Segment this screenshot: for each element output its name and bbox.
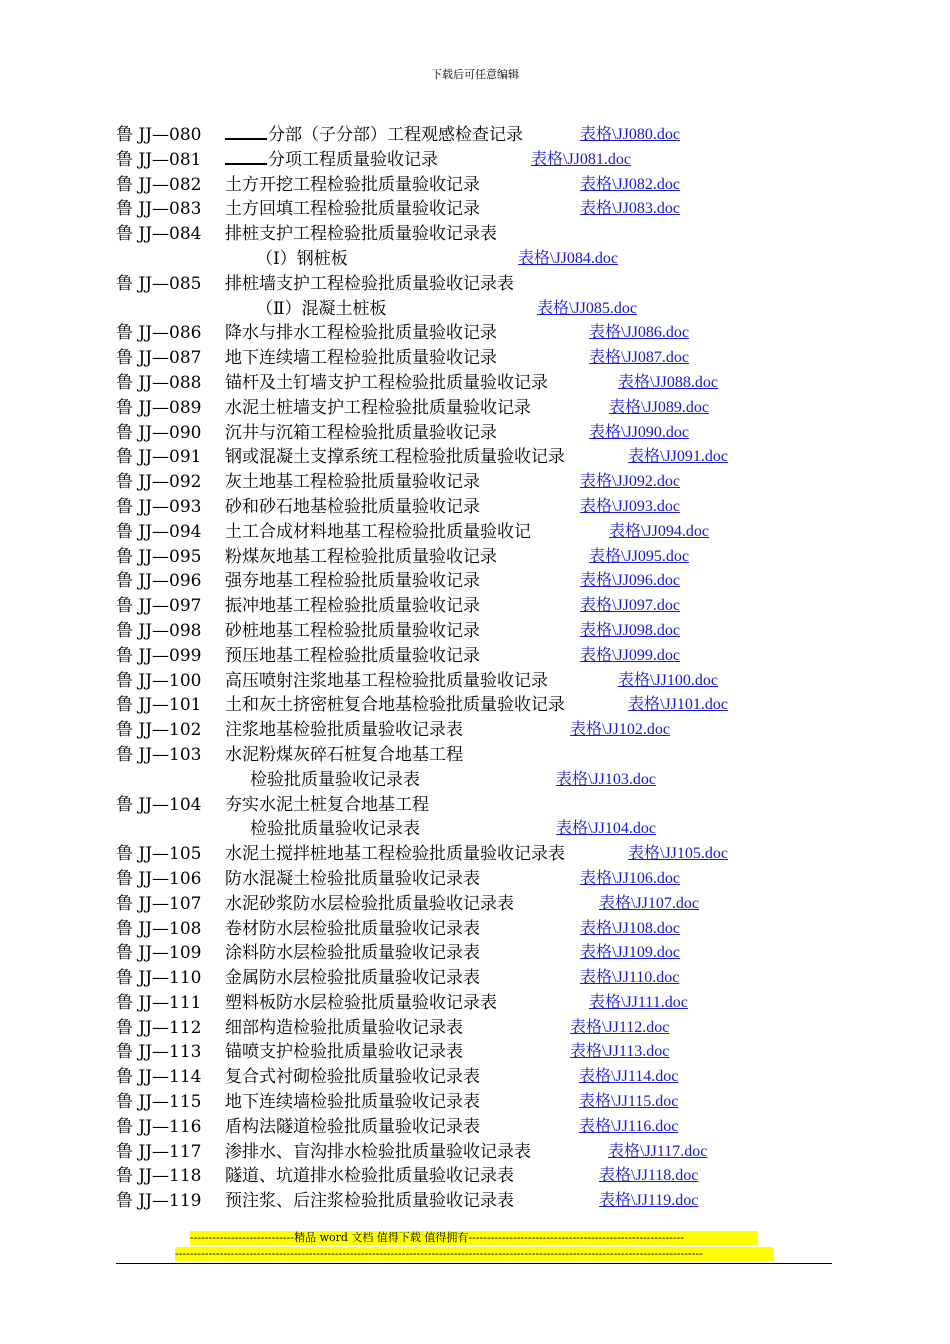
doc-link[interactable]: 表格\JJ115.doc — [579, 1093, 679, 1111]
item-code: 鲁 JJ—089 — [116, 397, 202, 418]
list-item — [116, 297, 876, 322]
item-title — [225, 693, 565, 718]
doc-link[interactable]: 表格\JJ082.doc — [580, 175, 681, 193]
footer-dashes: ---------------------------------------------------------------------------------------------------------------------------------------------- — [175, 1247, 773, 1261]
doc-link[interactable]: 表格\JJ085.doc — [537, 299, 638, 317]
footer-banner: ----------------------------精品 word 文档 值得下载 值得拥有---------------------------------------------------------- — [190, 1231, 758, 1245]
doc-link[interactable]: 表格\JJ106.doc — [580, 869, 681, 887]
item-title — [225, 396, 531, 421]
list-item — [116, 545, 876, 570]
item-title-text: 排桩墙支护工程检验批质量验收记录表 — [225, 273, 514, 294]
item-title — [256, 297, 387, 322]
item-title — [225, 867, 480, 892]
item-title-text: 降水与排水工程检验批质量验收记录 — [225, 323, 497, 344]
item-title-text: （Ⅰ）钢桩板 — [256, 248, 348, 269]
doc-link[interactable]: 表格\JJ113.doc — [570, 1043, 670, 1061]
item-title-text: 涂料防水层检验批质量验收记录表 — [225, 943, 480, 964]
item-code: 鲁 JJ—099 — [116, 645, 202, 666]
item-title — [225, 470, 480, 495]
doc-link[interactable]: 表格\JJ103.doc — [556, 770, 657, 788]
item-title-text: （Ⅱ）混凝土桩板 — [256, 298, 387, 319]
doc-link[interactable]: 表格\JJ108.doc — [580, 919, 681, 937]
list-item — [116, 445, 876, 470]
list-item — [116, 495, 876, 520]
doc-link[interactable]: 表格\JJ083.doc — [580, 200, 681, 218]
item-title-text: 注浆地基检验批质量验收记录表 — [225, 720, 463, 741]
document-index-list — [116, 123, 876, 1214]
list-item — [116, 842, 876, 867]
item-code: 鲁 JJ—105 — [116, 844, 202, 865]
item-title — [225, 842, 565, 867]
item-title — [225, 520, 531, 545]
doc-link[interactable]: 表格\JJ091.doc — [628, 448, 729, 466]
item-title-text: 粉煤灰地基工程检验批质量验收记录 — [225, 546, 497, 567]
item-title-text: 细部构造检验批质量验收记录表 — [225, 1017, 463, 1038]
item-title-text: 地下连续墙检验批质量验收记录表 — [225, 1092, 480, 1113]
doc-link[interactable]: 表格\JJ088.doc — [618, 373, 719, 391]
item-title-text: 灰土地基工程检验批质量验收记录 — [225, 472, 480, 493]
list-item — [116, 247, 876, 272]
item-code: 鲁 JJ—088 — [116, 372, 202, 393]
doc-link[interactable]: 表格\JJ100.doc — [618, 671, 719, 689]
doc-link[interactable]: 表格\JJ087.doc — [589, 349, 690, 367]
list-item — [116, 619, 876, 644]
item-title-text: 塑料板防水层检验批质量验收记录表 — [225, 992, 497, 1013]
item-title — [225, 197, 480, 222]
doc-link[interactable]: 表格\JJ092.doc — [580, 473, 681, 491]
list-item — [116, 148, 876, 173]
item-title — [225, 1090, 480, 1115]
list-item — [116, 396, 876, 421]
item-title — [225, 1040, 463, 1065]
item-title — [256, 247, 348, 272]
list-item — [116, 272, 876, 297]
doc-link[interactable]: 表格\JJ089.doc — [609, 398, 710, 416]
item-title-text: 盾构法隧道检验批质量验收记录表 — [225, 1116, 480, 1137]
list-item — [116, 718, 876, 743]
item-title-text: 土方开挖工程检验批质量验收记录 — [225, 174, 480, 195]
item-title — [225, 669, 548, 694]
item-title — [225, 1016, 463, 1041]
item-code: 鲁 JJ—084 — [116, 224, 202, 245]
item-title — [225, 793, 429, 818]
item-code: 鲁 JJ—082 — [116, 174, 202, 195]
list-item — [116, 1115, 876, 1140]
item-title-text: 砂桩地基工程检验批质量验收记录 — [225, 620, 480, 641]
item-code: 鲁 JJ—114 — [116, 1067, 202, 1088]
list-item — [116, 1040, 876, 1065]
item-code: 鲁 JJ—085 — [116, 273, 202, 294]
list-item — [116, 644, 876, 669]
doc-link[interactable]: 表格\JJ109.doc — [580, 944, 681, 962]
list-item — [116, 991, 876, 1016]
item-title — [225, 1189, 514, 1214]
doc-link[interactable]: 表格\JJ095.doc — [589, 547, 690, 565]
footer-rule — [116, 1263, 832, 1264]
list-item — [116, 470, 876, 495]
doc-link[interactable]: 表格\JJ112.doc — [570, 1018, 670, 1036]
item-title-text: 卷材防水层检验批质量验收记录表 — [225, 918, 480, 939]
doc-link[interactable]: 表格\JJ114.doc — [579, 1068, 679, 1086]
item-title — [225, 123, 523, 148]
item-title-text: 水泥土搅拌桩地基工程检验批质量验收记录表 — [225, 844, 565, 865]
item-title-text: 预注浆、后注浆检验批质量验收记录表 — [225, 1191, 514, 1212]
list-item — [116, 1164, 876, 1189]
item-title — [225, 892, 514, 917]
item-title — [225, 718, 463, 743]
item-title — [225, 371, 548, 396]
item-title-text: 沉井与沉箱工程检验批质量验收记录 — [225, 422, 497, 443]
item-code: 鲁 JJ—109 — [116, 943, 202, 964]
item-code: 鲁 JJ—108 — [116, 918, 202, 939]
list-item — [116, 520, 876, 545]
doc-link[interactable]: 表格\JJ096.doc — [580, 572, 681, 590]
doc-link[interactable]: 表格\JJ099.doc — [580, 646, 681, 664]
item-title-text: 分部（子分部）工程观感检查记录 — [268, 125, 523, 145]
item-code: 鲁 JJ—097 — [116, 596, 202, 617]
item-title-text: 土和灰土挤密桩复合地基检验批质量验收记录 — [225, 695, 565, 716]
item-title-text: 水泥土桩墙支护工程检验批质量验收记录 — [225, 397, 531, 418]
item-code: 鲁 JJ—102 — [116, 720, 202, 741]
item-title — [225, 991, 497, 1016]
list-item — [116, 1016, 876, 1041]
list-item — [116, 1140, 876, 1165]
item-title — [225, 1140, 531, 1165]
item-code: 鲁 JJ—119 — [116, 1191, 202, 1212]
item-code: 鲁 JJ—080 — [116, 125, 202, 145]
item-title — [225, 619, 480, 644]
item-title-text: 水泥砂浆防水层检验批质量验收记录表 — [225, 893, 514, 914]
item-title-text: 防水混凝土检验批质量验收记录表 — [225, 868, 480, 889]
list-item — [116, 966, 876, 991]
doc-link[interactable]: 表格\JJ111.doc — [589, 993, 688, 1011]
item-code: 鲁 JJ—092 — [116, 472, 202, 493]
item-title-text: 隧道、坑道排水检验批质量验收记录表 — [225, 1166, 514, 1187]
item-title-text: 检验批质量验收记录表 — [250, 819, 420, 840]
item-title — [225, 545, 497, 570]
item-title — [225, 1115, 480, 1140]
doc-link[interactable]: 表格\JJ105.doc — [628, 845, 729, 863]
doc-link[interactable]: 表格\JJ119.doc — [599, 1192, 699, 1210]
list-item — [116, 173, 876, 198]
list-item — [116, 197, 876, 222]
doc-link[interactable]: 表格\JJ093.doc — [580, 497, 681, 515]
item-title-text: 检验批质量验收记录表 — [250, 769, 420, 790]
doc-link[interactable]: 表格\JJ084.doc — [518, 249, 619, 267]
doc-link[interactable]: 表格\JJ104.doc — [556, 820, 657, 838]
item-title — [225, 421, 497, 446]
item-title — [225, 569, 480, 594]
doc-link[interactable]: 表格\JJ094.doc — [609, 522, 710, 540]
list-item — [116, 768, 876, 793]
list-item — [116, 892, 876, 917]
item-title — [225, 222, 497, 247]
doc-link[interactable]: 表格\JJ107.doc — [599, 894, 700, 912]
item-title — [225, 594, 480, 619]
doc-link[interactable]: 表格\JJ102.doc — [570, 721, 671, 739]
item-code: 鲁 JJ—094 — [116, 521, 202, 542]
item-code: 鲁 JJ—116 — [116, 1116, 202, 1137]
list-item — [116, 421, 876, 446]
list-item — [116, 123, 876, 148]
item-code: 鲁 JJ—101 — [116, 695, 202, 716]
item-title — [225, 321, 497, 346]
item-code: 鲁 JJ—091 — [116, 447, 202, 468]
item-code: 鲁 JJ—081 — [116, 149, 202, 170]
list-item — [116, 371, 876, 396]
doc-link[interactable]: 表格\JJ081.doc — [531, 150, 632, 168]
item-code: 鲁 JJ—111 — [116, 992, 202, 1013]
item-code: 鲁 JJ—093 — [116, 496, 202, 517]
item-code: 鲁 JJ—106 — [116, 868, 202, 889]
list-item — [116, 941, 876, 966]
item-code: 鲁 JJ—083 — [116, 199, 202, 220]
list-item — [116, 867, 876, 892]
list-item — [116, 569, 876, 594]
fill-in-blank — [225, 149, 267, 165]
list-item — [116, 817, 876, 842]
item-code: 鲁 JJ—118 — [116, 1166, 202, 1187]
item-title — [225, 148, 438, 173]
item-title-text: 复合式衬砌检验批质量验收记录表 — [225, 1067, 480, 1088]
item-title — [225, 1065, 480, 1090]
list-item — [116, 693, 876, 718]
item-title-text: 强夯地基工程检验批质量验收记录 — [225, 571, 480, 592]
item-code: 鲁 JJ—098 — [116, 620, 202, 641]
item-title-text: 预压地基工程检验批质量验收记录 — [225, 645, 480, 666]
list-item — [116, 743, 876, 768]
list-item — [116, 917, 876, 942]
doc-link[interactable]: 表格\JJ098.doc — [580, 621, 681, 639]
item-title — [225, 495, 480, 520]
item-title-text: 金属防水层检验批质量验收记录表 — [225, 968, 480, 989]
item-title-text: 振冲地基工程检验批质量验收记录 — [225, 596, 480, 617]
doc-link[interactable]: 表格\JJ090.doc — [589, 423, 690, 441]
item-title-text: 钢或混凝土支撑系统工程检验批质量验收记录 — [225, 447, 565, 468]
fill-in-blank — [225, 124, 267, 140]
item-title-text: 渗排水、盲沟排水检验批质量验收记录表 — [225, 1141, 531, 1162]
item-title — [225, 1164, 514, 1189]
item-title — [225, 966, 480, 991]
doc-link[interactable]: 表格\JJ110.doc — [580, 969, 680, 987]
item-title-text: 水泥粉煤灰碎石桩复合地基工程 — [225, 744, 463, 765]
item-code: 鲁 JJ—107 — [116, 893, 202, 914]
item-title-text: 地下连续墙工程检验批质量验收记录 — [225, 348, 497, 369]
item-code: 鲁 JJ—110 — [116, 968, 202, 989]
item-title — [225, 917, 480, 942]
item-title — [225, 445, 565, 470]
doc-link[interactable]: 表格\JJ086.doc — [589, 324, 690, 342]
item-code: 鲁 JJ—117 — [116, 1141, 202, 1162]
doc-link[interactable]: 表格\JJ080.doc — [580, 126, 681, 143]
item-title-text: 土工合成材料地基工程检验批质量验收记 — [225, 521, 531, 542]
item-code: 鲁 JJ—115 — [116, 1092, 202, 1113]
item-title-text: 高压喷射注浆地基工程检验批质量验收记录 — [225, 670, 548, 691]
item-title-text: 夯实水泥土桩复合地基工程 — [225, 794, 429, 815]
item-title-text: 锚喷支护检验批质量验收记录表 — [225, 1042, 463, 1063]
item-code: 鲁 JJ—112 — [116, 1017, 202, 1038]
item-title — [250, 817, 420, 842]
item-title-text: 土方回填工程检验批质量验收记录 — [225, 199, 480, 220]
list-item — [116, 793, 876, 818]
list-item — [116, 1090, 876, 1115]
item-code: 鲁 JJ—095 — [116, 546, 202, 567]
doc-link[interactable]: 表格\JJ097.doc — [580, 597, 681, 615]
item-title-text: 锚杆及土钉墙支护工程检验批质量验收记录 — [225, 372, 548, 393]
item-title-text: 砂和砂石地基检验批质量验收记录 — [225, 496, 480, 517]
item-title — [225, 743, 463, 768]
item-code: 鲁 JJ—096 — [116, 571, 202, 592]
item-title-text: 排桩支护工程检验批质量验收记录表 — [225, 224, 497, 245]
item-title — [225, 346, 497, 371]
item-title — [250, 768, 420, 793]
item-code: 鲁 JJ—090 — [116, 422, 202, 443]
list-item — [116, 669, 876, 694]
page-header: 下载后可任意编辑 — [431, 68, 519, 81]
item-code: 鲁 JJ—113 — [116, 1042, 202, 1063]
list-item — [116, 346, 876, 371]
doc-link[interactable]: 表格\JJ118.doc — [599, 1167, 699, 1185]
doc-link[interactable]: 表格\JJ117.doc — [608, 1142, 708, 1160]
item-title — [225, 941, 480, 966]
item-code: 鲁 JJ—087 — [116, 348, 202, 369]
list-item — [116, 594, 876, 619]
item-code: 鲁 JJ—086 — [116, 323, 202, 344]
item-code: 鲁 JJ—103 — [116, 744, 202, 765]
list-item — [116, 222, 876, 247]
item-title — [225, 272, 514, 297]
list-item — [116, 1065, 876, 1090]
item-code: 鲁 JJ—104 — [116, 794, 202, 815]
item-code: 鲁 JJ—100 — [116, 670, 202, 691]
list-item — [116, 1189, 876, 1214]
list-item — [116, 321, 876, 346]
doc-link[interactable]: 表格\JJ101.doc — [628, 696, 729, 714]
item-title-text: 分项工程质量验收记录 — [268, 149, 438, 170]
item-title — [225, 173, 480, 198]
doc-link[interactable]: 表格\JJ116.doc — [579, 1117, 679, 1135]
item-title — [225, 644, 480, 669]
